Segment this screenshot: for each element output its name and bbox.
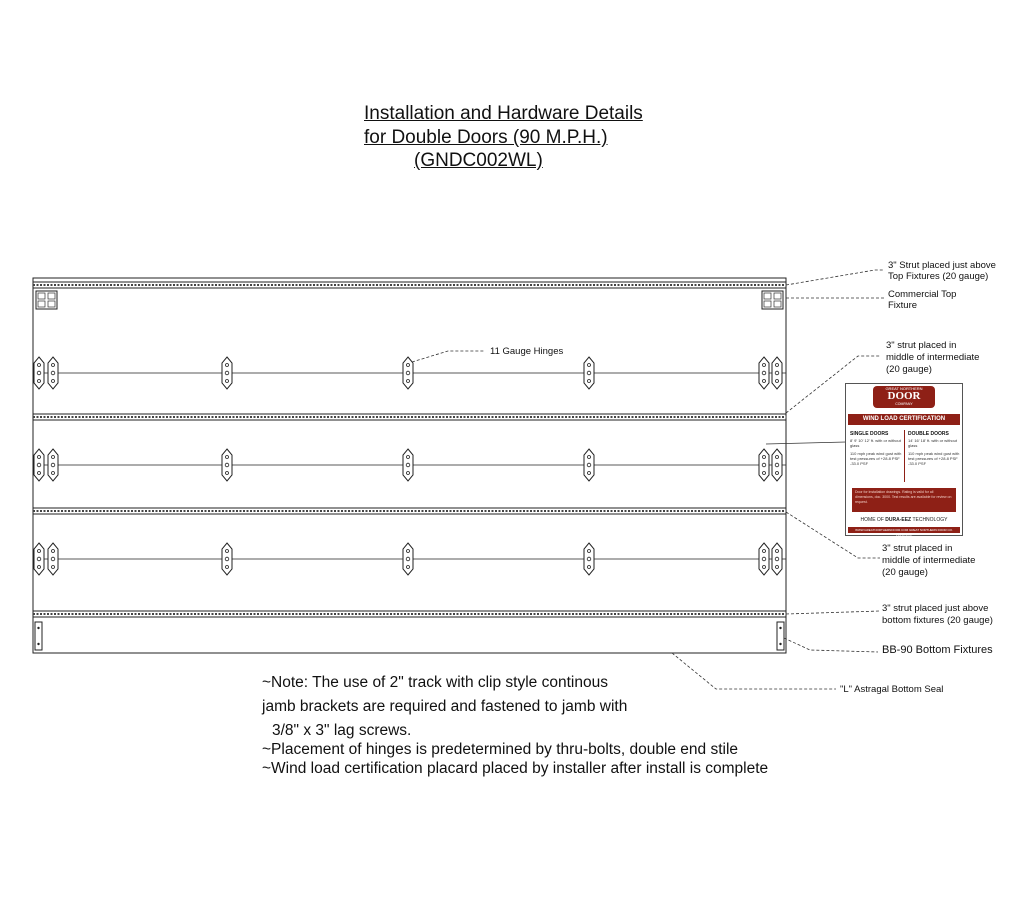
callout-mid-strut-a-line-3: (20 gauge) [886,364,932,375]
hinge-icon [772,449,782,481]
placard-double-size: 14' 16' 18' ft. with or without glass [908,438,957,448]
callout-bottom-strut-line-1: 3" strut placed just above [882,603,989,614]
hinge-icon [759,449,769,481]
callout-mid-strut-b-line-1: 3" strut placed in [882,543,953,554]
hinge-icon [222,449,232,481]
placard-footer-brand: DURA-EEZ [885,517,912,523]
leader-hinges [412,351,484,362]
placard-brand-name: DOOR [887,390,921,402]
callout-astragal: "L" Astragal Bottom Seal [840,684,944,695]
callout-top-fixture-line-2: Fixture [888,300,918,311]
placard-strip: WWW.GREATNORTHERNDOOR.COM GREAT NORTHERN DOOR CO. ENTRANCE [848,527,960,533]
hinge-icon [403,543,413,575]
leader-astragal [672,653,836,689]
hinge-icon [34,543,44,575]
hinge-icon [772,357,782,389]
hinge-icon [584,543,594,575]
placard-single-size: 8' 9' 10' 12' ft. with or without glass [850,438,901,448]
hinge-icon [584,449,594,481]
placard-double-rating: 110 mph peak wind gust with test pressures of +28.8 PSF -33.0 PSF [908,451,960,466]
callout-mid-strut-a-line-1: 3" strut placed in [886,340,957,351]
callout-mid-strut-b-line-2: middle of intermediate [882,555,976,566]
hinge-icon [584,357,594,389]
note-line-3: 3/8" x 3" lag screws. [272,722,412,739]
bottom-fixture-right [777,622,784,650]
hinge-icon [403,449,413,481]
note-line-5: ~Wind load certification placard placed by installer after install is complete [262,760,769,777]
placard-single-rating: 110 mph peak wind gust with test pressures of +28.8 PSF -33.0 PSF [850,451,902,466]
leader-bottom-strut [786,611,880,614]
placard-footer-left: HOME OF [860,517,884,523]
placard-footer [848,516,960,524]
drawing-title-line-3: (GNDC002WL) [414,150,543,171]
hinge-icon [34,357,44,389]
note-line-4: ~Placement of hinges is predetermined by thru-bolts, double end stile [262,741,739,758]
callout-mid-strut-b-line-3: (20 gauge) [882,567,928,578]
note-line-1: ~Note: The use of 2" track with clip style continous [262,674,608,691]
placard-divider [904,430,905,482]
placard-footer-right: TECHNOLOGY [912,517,948,523]
leader-placard [766,442,846,444]
placard-single-heading: SINGLE DOORS [850,431,889,437]
hinge-icon [772,543,782,575]
hinge-icon [759,543,769,575]
callout-mid-strut-a-line-2: middle of intermediate [886,352,980,363]
placard-double-column [908,431,960,466]
hinge-icon [222,543,232,575]
callout-top-fixture-line-1: Commercial Top [888,289,957,300]
placard-single-column [850,431,902,466]
callout-top-strut-line-2: Top Fixtures (20 gauge) [888,271,989,282]
placard-logo [873,386,935,408]
callout-bottom-fixtures: BB-90 Bottom Fixtures [882,644,993,656]
hinge-icon [759,357,769,389]
leader-bottom-fixtures [784,638,878,652]
placard-notice-box: Door for installation drawings. Rating is valid for all dimensions, doc. 3000. Test results are available for review on request. [852,488,956,512]
top-fixture-left [36,291,57,309]
wind-load-placard [845,383,963,536]
hinge-icon [48,543,58,575]
note-line-2: jamb brackets are required and fastened to jamb with [262,698,628,715]
hinge-icon [34,449,44,481]
drawing-title-line-1: Installation and Hardware Details [364,103,643,124]
hinge-icon [222,357,232,389]
leader-top-strut [786,270,884,285]
drawing-title-line-2: for Double Doors (90 M.P.H.) [364,127,608,148]
hinge-icon [48,357,58,389]
hinge-icon [48,449,58,481]
bottom-fixture-left [35,622,42,650]
hinge-icon [403,357,413,389]
top-fixture-right [762,291,783,309]
placard-double-heading: DOUBLE DOORS [908,431,949,437]
placard-brand-sub: COMPANY [895,402,913,406]
callout-hinges: 11 Gauge Hinges [490,346,564,357]
callout-bottom-strut-line-2: bottom fixtures (20 gauge) [882,615,993,626]
placard-band: WIND LOAD CERTIFICATION [848,414,960,425]
hinge-group [34,357,782,575]
callout-top-strut-line-1: 3" Strut placed just above [888,260,996,271]
placard-brand-top: GREAT NORTHERN [885,386,923,391]
